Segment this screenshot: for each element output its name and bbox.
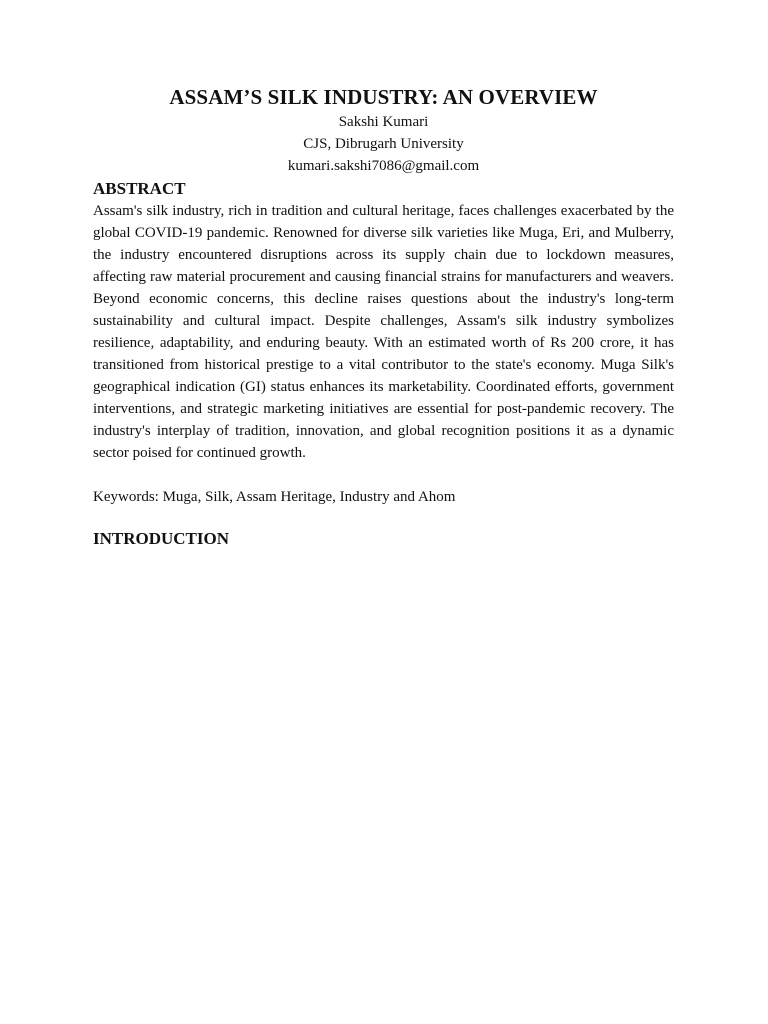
author-email: kumari.sakshi7086@gmail.com xyxy=(287,158,480,174)
author-affiliation: CJS, Dibrugarh University xyxy=(303,136,464,152)
introduction-heading: INTRODUCTION xyxy=(93,529,230,548)
abstract-text: Assam's silk industry, rich in tradition and cultural heritage, faces challenges exacerbated by the global COVID-19 pandemic. Renowned for diverse silk varieties like Muga, Eri, and Mulberry, the industry encountered disruptions across its supply chain due to lockdown measures, affecting raw material procurement and causing financial strains for manufacturers and weavers. Beyond economic concerns, this decline raises questions about the industry's long-term sustainability and cultural impact. Despite challenges, Assam's silk industry symbolizes resilience, adaptability, and enduring beauty. With an estimated worth of Rs 200 crore, it has transitioned from historical prestige to a vital contributor to the state's economy. Muga Silk's geographical indication (GI) status enhances its marketability. Coordinated efforts, government interventions, and strategic marketing initiatives are essential for post-pandemic recovery. The industry's interplay of tradition, innovation, and global recognition positions it as a dynamic sector poised for continued growth. xyxy=(93,203,674,461)
keywords-line: Keywords: Muga, Silk, Assam Heritage, Industry and Ahom xyxy=(93,489,456,505)
author-name: Sakshi Kumari xyxy=(338,114,429,130)
page-content xyxy=(93,84,674,550)
paper-title: ASSAM’S SILK INDUSTRY: AN OVERVIEW xyxy=(169,85,598,109)
abstract-heading: ABSTRACT xyxy=(93,179,186,198)
